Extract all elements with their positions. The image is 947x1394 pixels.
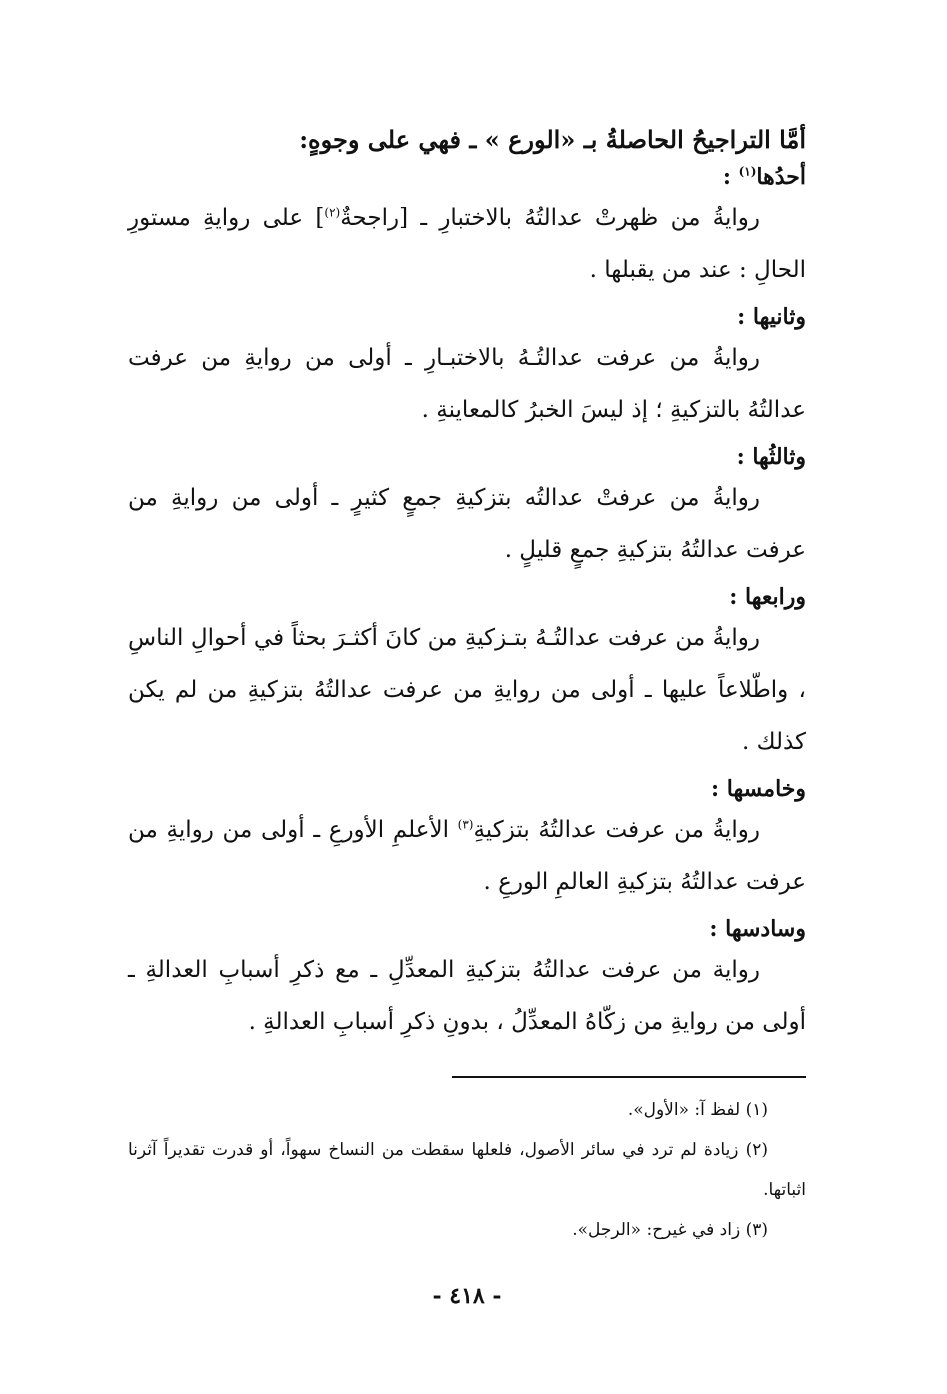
section-heading-2: وثانيها :	[737, 304, 806, 330]
section-text-1-part-b: ] على روايةِ مستورِ الحالِ : عند من يقبلها .	[128, 205, 806, 283]
section-heading-1-colon: :	[722, 164, 739, 190]
footnotes	[128, 1090, 806, 1250]
section-heading-1-text: أحدُها	[756, 164, 806, 190]
section-heading-5: وخامسها :	[711, 776, 806, 802]
section-heading-6: وسادسها :	[709, 916, 806, 942]
section-text-5-part-b: الأعلمِ الأورعِ ـ أولى من روايةِ من عرفت عدالتُهُ بتزكيةِ العالمِ الورعِ .	[128, 817, 806, 895]
section-heading-3: وثالثُها :	[736, 444, 806, 470]
section-heading-4: ورابعها :	[729, 584, 806, 610]
footnote-1: (١) لفظ آ: «الأول».	[627, 1100, 768, 1120]
section-text-4: روايةُ من عرفت عدالتُـهُ بتـزكيةِ من كانَ أكثـرَ بحثاً في أحوالِ الناسِ ، واطّلاعاً عليها ـ أولى من روايةِ من عرفت عدالتُهُ بتزكيةِ من لم يكن كذلك .	[128, 625, 806, 755]
footnote-2: (٢) زيادة لم ترد في سائر الأصول، فلعلها سقطت من النساخ سهواً، أو قدرت تقديراً آثرنا اثباتها.	[128, 1140, 806, 1200]
section-text-1-part-a: روايةُ من ظهرتْ عدالتُهُ بالاختبارِ ـ [راجحةٌ	[340, 205, 760, 231]
intro-line: أمَّا التراجيحُ الحاصلةُ بـ «الورع » ـ فهي على وجوهٍ:	[299, 125, 806, 154]
section-text-5-part-a: روايةُ من عرفت عدالتُهُ بتزكيةِ	[473, 817, 760, 843]
section-text-5	[128, 804, 806, 908]
book-page	[128, 118, 806, 1318]
footnote-ref-2: (٢)	[324, 205, 341, 220]
section-text-1	[128, 192, 806, 296]
page-number: - ٤١٨ -	[432, 1283, 502, 1309]
footnote-ref-3: (٣)	[457, 817, 474, 832]
footnote-ref-1: (١)	[738, 164, 757, 179]
section-text-3: روايةُ من عرفتْ عدالتُه بتزكيةِ جمعٍ كثيرٍ ـ أولى من روايةِ من عرفت عدالتُهُ بتزكيةِ جمعٍ قليلٍ .	[128, 485, 806, 563]
footnote-3: (٣) زاد في غيرح: «الرجل».	[572, 1220, 768, 1240]
footnote-divider	[452, 1076, 806, 1078]
section-text-2: روايةُ من عرفت عدالتُـهُ بالاختبـارِ ـ أولى من روايةِ من عرفت عدالتُهُ بالتزكيةِ ؛ إذ ليسَ الخبرُ كالمعاينةِ .	[128, 345, 806, 423]
section-text-6: رواية من عرفت عدالتُهُ بتزكيةِ المعدِّلِ ـ مع ذكرِ أسبابِ العدالةِ ـ أولى من روايةِ من زكّاهُ المعدِّلُ ، بدونِ ذكرِ أسبابِ العدالةِ .	[128, 957, 806, 1035]
section-heading-1	[128, 162, 806, 192]
